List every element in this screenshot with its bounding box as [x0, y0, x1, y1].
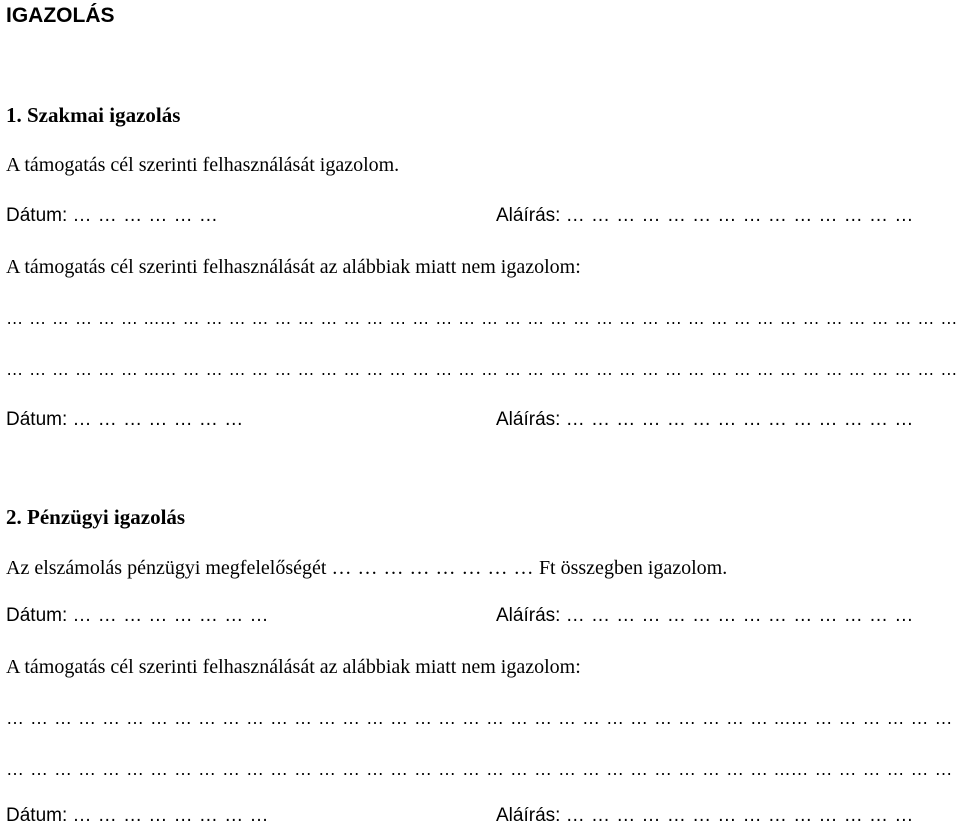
section2-reason-line-1[interactable]: … … … … … … … … … … … … … … … … … … … … … … … … … … … … … … … … ...… … … … … … … [6, 708, 954, 728]
signature-blank: … … … … … … … … … … … … … … [565, 409, 914, 430]
section2-signature-field[interactable] [496, 604, 914, 628]
section1-date-field-2[interactable] [6, 408, 244, 432]
section2-heading: 2. Pénzügyi igazolás [6, 505, 186, 529]
section1-reason-line-1[interactable]: … … … … … … ...… … … … … … … … … … … … … … … … … … … … … … … … … … … … … … … … … … … [6, 308, 958, 328]
signature-label: Aláírás: [496, 409, 561, 430]
date-blank: … … … … … … … … [72, 605, 269, 626]
section2-reason-line-2[interactable]: … … … … … … … … … … … … … … … … … … … … … … … … … … … … … … … … ...… … … … … … … [6, 759, 954, 779]
section2-statement [6, 556, 727, 580]
date-label: Dátum: [6, 605, 68, 626]
section2-signature-field-2[interactable] [496, 804, 914, 828]
signature-blank: … … … … … … … … … … … … … … [565, 805, 914, 826]
date-blank: … … … … … … … … [72, 805, 269, 826]
signature-blank: … … … … … … … … … … … … … … [565, 205, 914, 226]
signature-blank: … … … … … … … … … … … … … … [565, 605, 914, 626]
section1-signature-field-2[interactable] [496, 408, 914, 432]
section1-reason-line-2[interactable]: … … … … … … ...… … … … … … … … … … … … … … … … … … … … … … … … … … … … … … … … … … … [6, 359, 958, 379]
section2-date-field[interactable] [6, 604, 269, 628]
document-title: IGAZOLÁS [6, 4, 115, 27]
date-label: Dátum: [6, 805, 68, 826]
section1-date-field[interactable] [6, 204, 218, 228]
signature-label: Aláírás: [496, 205, 561, 226]
date-label: Dátum: [6, 409, 68, 430]
section1-statement: A támogatás cél szerinti felhasználását igazolom. [6, 154, 400, 176]
date-blank: … … … … … … [72, 205, 219, 226]
date-label: Dátum: [6, 205, 68, 226]
statement-prefix: Az elszámolás pénzügyi megfelelőségét [6, 557, 327, 579]
section1-refusal-statement: A támogatás cél szerinti felhasználását az alábbiak miatt nem igazolom: [6, 256, 581, 278]
signature-label: Aláírás: [496, 605, 561, 626]
amount-blank[interactable]: … … … … … … … … [331, 557, 534, 579]
section2-refusal-statement: A támogatás cél szerinti felhasználását az alábbiak miatt nem igazolom: [6, 656, 581, 678]
statement-suffix: Ft összegben igazolom. [538, 557, 728, 579]
section1-signature-field[interactable] [496, 204, 914, 228]
signature-label: Aláírás: [496, 805, 561, 826]
section1-heading: 1. Szakmai igazolás [6, 103, 181, 127]
section2-date-field-2[interactable] [6, 804, 269, 828]
date-blank: … … … … … … … [72, 409, 244, 430]
